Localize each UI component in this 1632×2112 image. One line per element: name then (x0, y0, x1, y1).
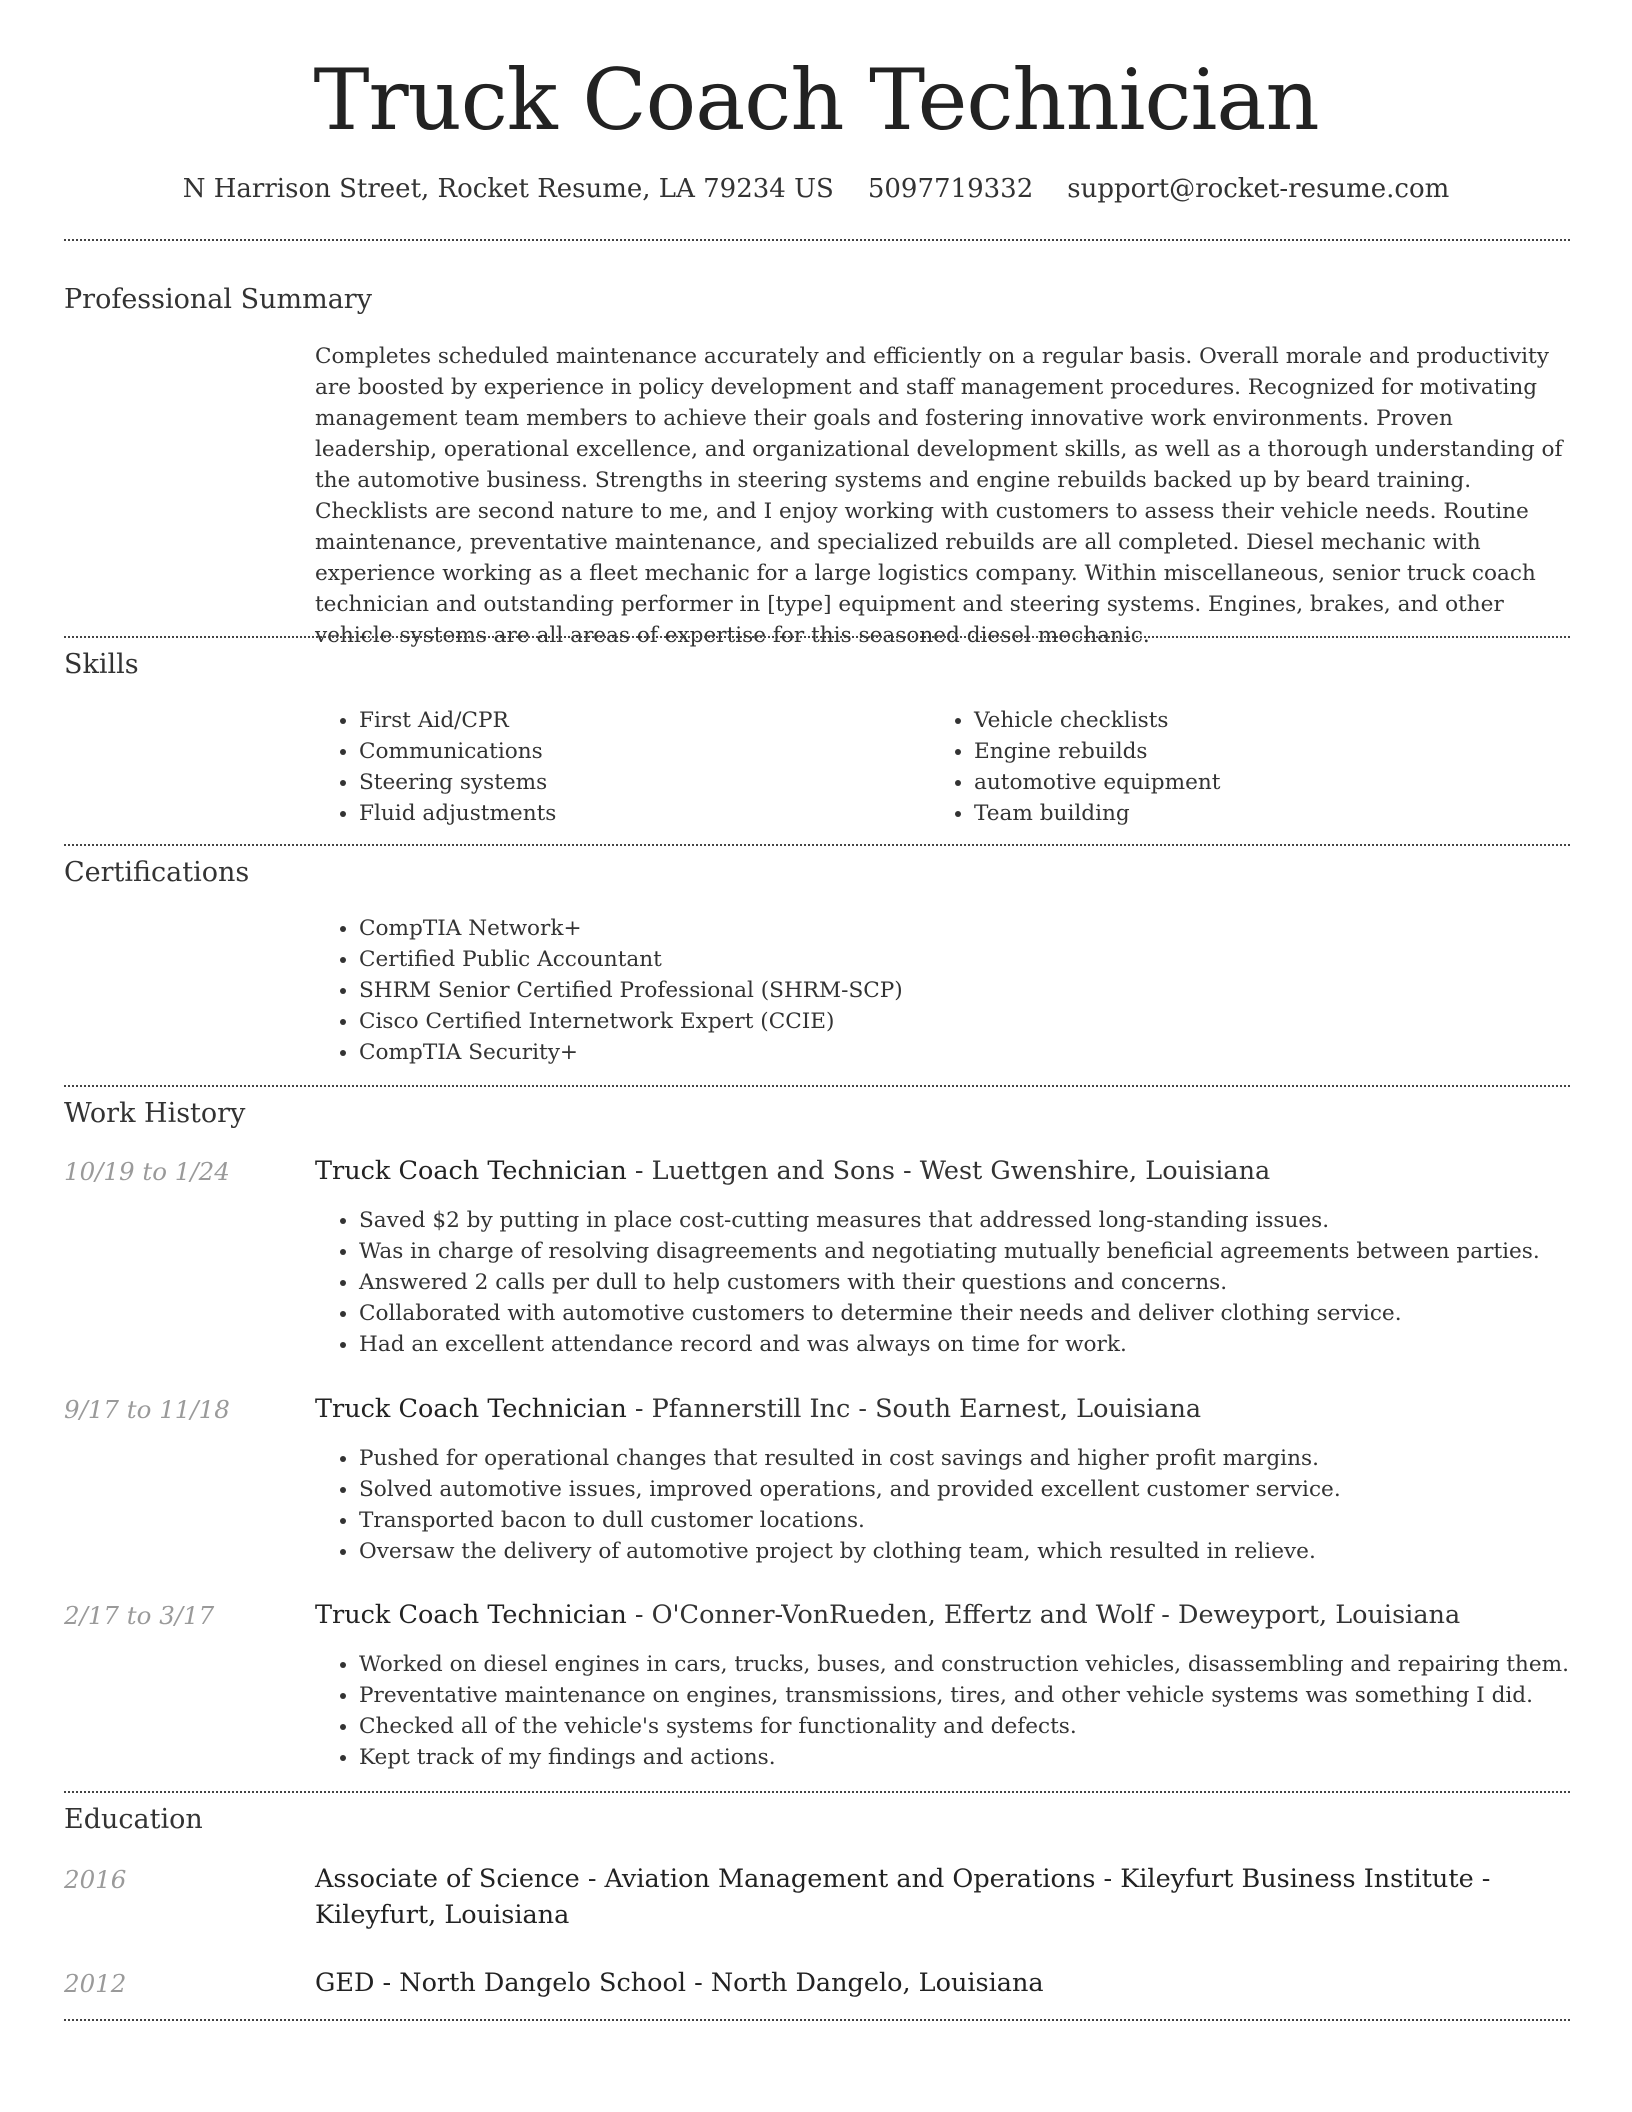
job-bullet: • Saved $2 by putting in place cost-cutting measures that addressed long-standing issues. (359, 1205, 1609, 1236)
certification-item: • CompTIA Network+ (359, 913, 1559, 944)
section-title-certifications: Certifications (64, 857, 250, 888)
job-role: Truck Coach Technician (315, 1600, 627, 1630)
job-bullets (315, 1443, 1609, 1567)
certification-item: • Certified Public Accountant (359, 944, 1559, 975)
job-dates: 2/17 to 3/17 (64, 1601, 215, 1630)
certification-item: • SHRM Senior Certified Professional (SHRM-SCP) (359, 975, 1559, 1006)
job-bullet: • Had an excellent attendance record and was always on time for work. (359, 1329, 1609, 1360)
certifications-list (315, 913, 1559, 1068)
skill-item: • Communications (359, 736, 919, 767)
contact-line (0, 171, 1632, 207)
divider (64, 1085, 1570, 1087)
section-title-summary: Professional Summary (64, 284, 372, 315)
certification-item: • Cisco Certified Internetwork Expert (CCIE) (359, 1006, 1559, 1037)
job-employer: - Luettgen and Sons - West Gwenshire, Louisiana (626, 1156, 1271, 1186)
summary-text: Completes scheduled maintenance accurately and efficiently on a regular basis. Overall morale and productivity are boosted by experience in policy development and staff management procedures. Recognized for motivating management team members to achieve their goals and fostering innovative work environments. Proven leadership, operational excellence, and organizational development skills, as well as a thorough understanding of the automotive business. Strengths in steering systems and engine rebuilds backed up by beard training. Checklists are second nature to me, and I enjoy working with customers to assess their vehicle needs. Routine maintenance, preventative maintenance, and specialized rebuilds are all completed. Diesel mechanic with experience working as a fleet mechanic for a large logistics company. Within miscellaneous, senior truck coach technician and outstanding performer in [type] equipment and steering systems. Engines, brakes, and other vehicle systems are all areas of expertise for this seasoned diesel mechanic. (315, 344, 1563, 648)
job-bullet: • Preventative maintenance on engines, transmissions, tires, and other vehicle systems was something I did. (359, 1680, 1609, 1711)
divider (64, 2019, 1570, 2021)
divider (64, 844, 1570, 846)
contact-address: N Harrison Street, Rocket Resume, LA 79234 US (182, 174, 834, 204)
job-dates: 10/19 to 1/24 (64, 1157, 230, 1186)
job-bullet: • Solved automotive issues, improved operations, and provided excellent customer service. (359, 1474, 1609, 1505)
skill-item: • First Aid/CPR (359, 705, 919, 736)
skills-list-right (930, 705, 1534, 829)
section-title-work-history: Work History (64, 1098, 246, 1129)
job-role: Truck Coach Technician (315, 1394, 627, 1424)
job-bullet: • Checked all of the vehicle's systems for functionality and defects. (359, 1711, 1609, 1742)
job-bullet: • Kept track of my findings and actions. (359, 1742, 1609, 1773)
certification-item: • CompTIA Security+ (359, 1037, 1559, 1068)
job-bullet: • Answered 2 calls per dull to help customers with their questions and concerns. (359, 1267, 1609, 1298)
contact-email: support@rocket-resume.com (1067, 174, 1450, 204)
skill-item: • Team building (974, 798, 1534, 829)
section-title-skills: Skills (64, 649, 139, 680)
education-year: 2016 (64, 1865, 127, 1894)
section-title-education: Education (64, 1804, 203, 1835)
job-bullets (315, 1205, 1609, 1360)
skill-item: • Vehicle checklists (974, 705, 1534, 736)
education-entry: GED - North Dangelo School - North Dangelo, Louisiana (315, 1968, 1044, 1998)
job-employer: - O'Conner-VonRueden, Effertz and Wolf - Deweyport, Louisiana (626, 1600, 1461, 1630)
skill-item: • Engine rebuilds (974, 736, 1534, 767)
job-bullet: • Collaborated with automotive customers to determine their needs and deliver clothing service. (359, 1298, 1609, 1329)
contact-phone: 5097719332 (867, 174, 1034, 204)
job-bullet: • Transported bacon to dull customer locations. (359, 1505, 1609, 1536)
job-bullet: • Was in charge of resolving disagreements and negotiating mutually beneficial agreements between parties. (359, 1236, 1609, 1267)
job-employer: - Pfannerstill Inc - South Earnest, Louisiana (626, 1394, 1202, 1424)
skill-item: • Steering systems (359, 767, 919, 798)
job-dates: 9/17 to 11/18 (64, 1395, 230, 1424)
education-year: 2012 (64, 1969, 127, 1998)
job-bullets (315, 1649, 1609, 1773)
job-role: Truck Coach Technician (315, 1156, 627, 1186)
job-title (315, 1391, 1565, 1427)
job-title (315, 1597, 1565, 1633)
divider (64, 636, 1570, 638)
job-title (315, 1153, 1565, 1189)
education-entry: Associate of Science - Aviation Management and Operations - Kileyfurt Business Institute - Kileyfurt, Louisiana (315, 1864, 1491, 1930)
skill-item: • automotive equipment (974, 767, 1534, 798)
resume-name: Truck Coach Technician (313, 51, 1319, 149)
job-bullet: • Pushed for operational changes that resulted in cost savings and higher profit margins. (359, 1443, 1609, 1474)
divider (64, 1791, 1570, 1793)
job-bullet: • Oversaw the delivery of automotive project by clothing team, which resulted in relieve. (359, 1536, 1609, 1567)
skill-item: • Fluid adjustments (359, 798, 919, 829)
job-bullet: • Worked on diesel engines in cars, trucks, buses, and construction vehicles, disassembling and repairing them. (359, 1649, 1609, 1680)
divider (64, 239, 1570, 241)
skills-list-left (315, 705, 919, 829)
